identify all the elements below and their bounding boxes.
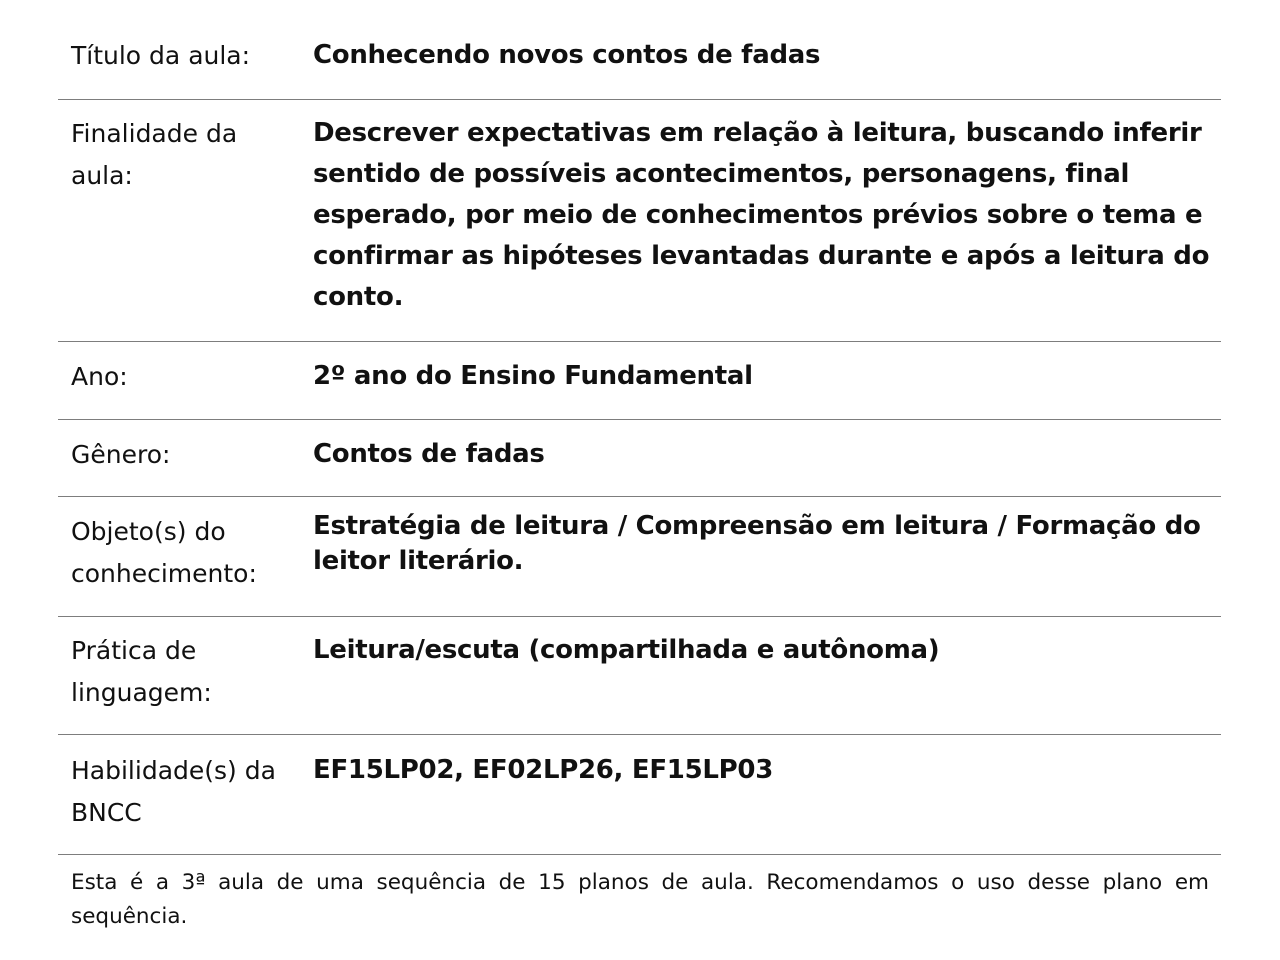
bncc-skills-label: Habilidade(s) da BNCC xyxy=(71,756,276,827)
lesson-purpose-value: Descrever expectativas em relação à leitura, buscando inferir sentido de possíveis acontecimentos, personagens, final esperado, por meio de conhecimentos prévios sobre o tema e confirmar as hipóteses levantadas durante e após a leitura do conto. xyxy=(313,118,1210,312)
footer-note: Esta é a 3ª aula de uma sequência de 15 planos de aula. Recomendamos o uso desse plano em sequência. xyxy=(71,870,1209,929)
row-knowledge-objects xyxy=(58,497,1221,617)
knowledge-objects-label: Objeto(s) do conhecimento: xyxy=(71,517,257,588)
lesson-plan-table xyxy=(58,0,1221,955)
language-practice-label: Prática de linguagem: xyxy=(71,636,212,707)
bncc-skills-value: EF15LP02, EF02LP26, EF15LP03 xyxy=(313,755,773,785)
row-lesson-title xyxy=(58,0,1221,100)
lesson-title-value: Conhecendo novos contos de fadas xyxy=(313,40,821,70)
school-year-label: Ano: xyxy=(71,362,128,391)
footer-note-area xyxy=(58,855,1221,955)
row-bncc-skills xyxy=(58,735,1221,855)
lesson-title-label: Título da aula: xyxy=(71,41,251,70)
lesson-purpose-label: Finalidade da aula: xyxy=(71,119,238,190)
knowledge-objects-value: Estratégia de leitura / Compreensão em leitura / Formação do leitor literário. xyxy=(313,511,1201,576)
genre-label: Gênero: xyxy=(71,440,171,469)
row-school-year xyxy=(58,342,1221,420)
row-language-practice xyxy=(58,617,1221,735)
row-lesson-purpose xyxy=(58,100,1221,342)
genre-value: Contos de fadas xyxy=(313,439,545,469)
row-genre xyxy=(58,420,1221,497)
school-year-value: 2º ano do Ensino Fundamental xyxy=(313,361,753,391)
language-practice-value: Leitura/escuta (compartilhada e autônoma) xyxy=(313,635,940,665)
